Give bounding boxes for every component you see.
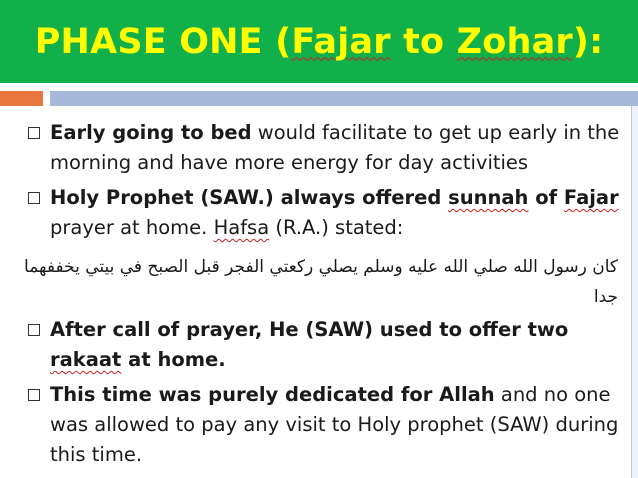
square-bullet-icon (28, 192, 40, 204)
bullet-bold-text: This time was purely dedicated for Allah (50, 383, 495, 406)
bullet-text: and no one was allowed to pay any visit to Holy prophet (SAW) during this time. (50, 383, 619, 466)
bullet-text: Hafsa (213, 216, 270, 239)
square-bullet-icon (28, 127, 40, 139)
bullet-bold-text: rakaat (50, 348, 122, 371)
bullet-bold-text: After call of prayer, He (SAW) used to offer two (50, 318, 569, 341)
slide-title-bar (0, 0, 638, 83)
bullet-bold-text: Early going to bed (50, 121, 252, 144)
slide-right-edge (631, 106, 638, 478)
bullet-text: would facilitate to get up early in the morning and have more energy for day activities (50, 121, 620, 174)
slide-title: PHASE ONE (Fajar to Zohar): (34, 21, 604, 62)
square-bullet-icon (28, 389, 40, 401)
accent-bar-blue (50, 91, 638, 106)
bullet-text: (R.A.) stated: (269, 216, 404, 239)
bullet-item (50, 183, 625, 243)
bullet-item (50, 380, 625, 470)
accent-bar-orange (0, 91, 43, 106)
bullet-bold-text: of (528, 186, 564, 209)
bullet-bold-text: Holy Prophet (SAW.) always offered (50, 186, 449, 209)
bullet-item (50, 315, 625, 375)
bullet-item (50, 118, 625, 178)
slide-content (0, 106, 630, 478)
bullet-bold-text: sunnah (448, 186, 529, 209)
bullet-bold-text: at home. (121, 348, 226, 371)
arabic-quote: كان رسول الله صلي الله عليه وسلم يصلي ركعتي الفجر قبل الصبح في بيتي يخففهما جدا (24, 257, 618, 307)
bullet-text: prayer at home. (50, 216, 214, 239)
bullet-bold-text: Fajar (563, 186, 619, 209)
square-bullet-icon (28, 324, 40, 336)
